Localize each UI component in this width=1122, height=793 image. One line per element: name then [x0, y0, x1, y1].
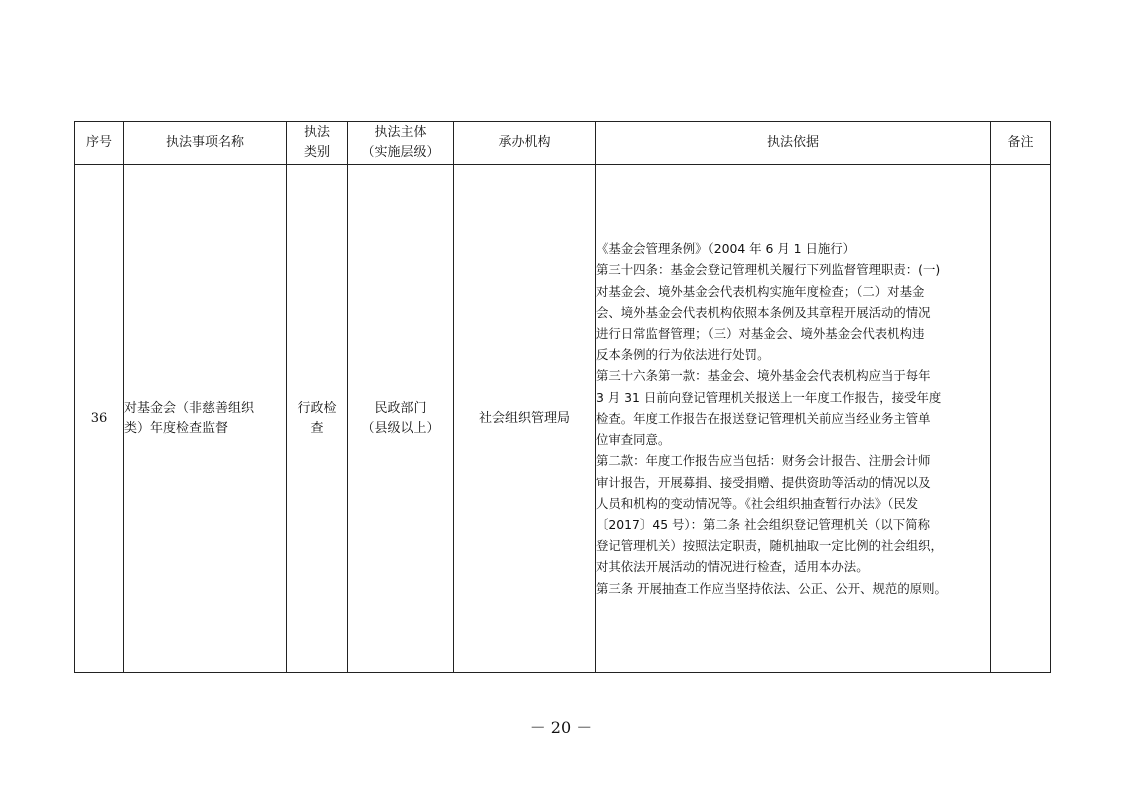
basis-line: 第二款：年度工作报告应当包括：财务会计报告、注册会计师: [596, 453, 931, 469]
subject-line-2: （县级以上）: [361, 420, 440, 436]
basis-line: 登记管理机关）按照法定职责，随机抽取一定比例的社会组织，: [596, 538, 943, 554]
basis-line: 对其依法开展活动的情况进行检查，适用本办法。: [596, 559, 869, 575]
basis-line: 审计报告，开展募捐、接受捐赠、提供资助等活动的情况以及: [596, 474, 931, 490]
enforcement-table: [74, 121, 1051, 673]
type-line-2: 查: [310, 420, 324, 436]
basis-line: 检查。年度工作报告在报送登记管理机关前应当经业务主管单: [596, 410, 931, 426]
basis-line: 进行日常监督管理；（三）对基金会、境外基金会代表机构违: [596, 326, 925, 342]
basis-text: [596, 238, 990, 598]
header-org: 承办机构: [454, 122, 596, 165]
header-subject-line-1: 执法主体: [374, 125, 427, 140]
cell-seq: 36: [75, 165, 124, 673]
basis-line: 人员和机构的变动情况等。《社会组织抽查暂行办法》（民发: [596, 495, 919, 511]
basis-line: 第三十六条第一款：基金会、境外基金会代表机构应当于每年: [596, 368, 931, 384]
subject-line-1: 民政部门: [374, 400, 427, 416]
table-row: [75, 165, 1051, 673]
basis-line: 《基金会管理条例》（2004 年 6 月 1 日施行）: [596, 241, 856, 257]
header-item-name: 执法事项名称: [124, 122, 287, 165]
header-subject: [348, 122, 454, 165]
cell-type: [287, 165, 348, 673]
cell-org: 社会组织管理局: [454, 165, 596, 673]
basis-line: 位审查同意。: [596, 432, 671, 448]
header-type: [287, 122, 348, 165]
type-line-1: 行政检: [297, 400, 337, 416]
header-remark: 备注: [991, 122, 1051, 165]
cell-basis: [596, 165, 991, 673]
cell-item-name: [124, 165, 287, 673]
basis-line: 反本条例的行为依法进行处罚。: [596, 347, 770, 363]
basis-line: 第三条 开展抽查工作应当坚持依法、公正、公开、规范的原则。: [596, 580, 947, 596]
cell-remark: [991, 165, 1051, 673]
header-type-line-1: 执法: [303, 125, 330, 140]
header-basis: 执法依据: [596, 122, 991, 165]
header-row: [75, 122, 1051, 165]
basis-line: 对基金会、境外基金会代表机构实施年度检查；（二）对基金: [596, 283, 925, 299]
basis-line: 3 月 31 日前向登记管理机关报送上一年度工作报告，接受年度: [596, 389, 942, 405]
basis-line: 〔2017〕45 号）：第二条 社会组织登记管理机关（以下简称: [596, 516, 930, 532]
item-name-line-2: 类）年度检查监督: [124, 420, 229, 436]
item-name-line-1: 对基金会（非慈善组织: [124, 400, 255, 416]
header-type-line-2: 类别: [303, 145, 330, 160]
page-number: － 20 －: [529, 718, 593, 737]
header-subject-line-2: （实施层级）: [361, 145, 440, 160]
cell-subject: [348, 165, 454, 673]
basis-line: 第三十四条：基金会登记管理机关履行下列监督管理职责：(一): [596, 262, 941, 278]
basis-line: 会、境外基金会代表机构依照本条例及其章程开展活动的情况: [596, 304, 931, 320]
header-seq: 序号: [75, 122, 124, 165]
